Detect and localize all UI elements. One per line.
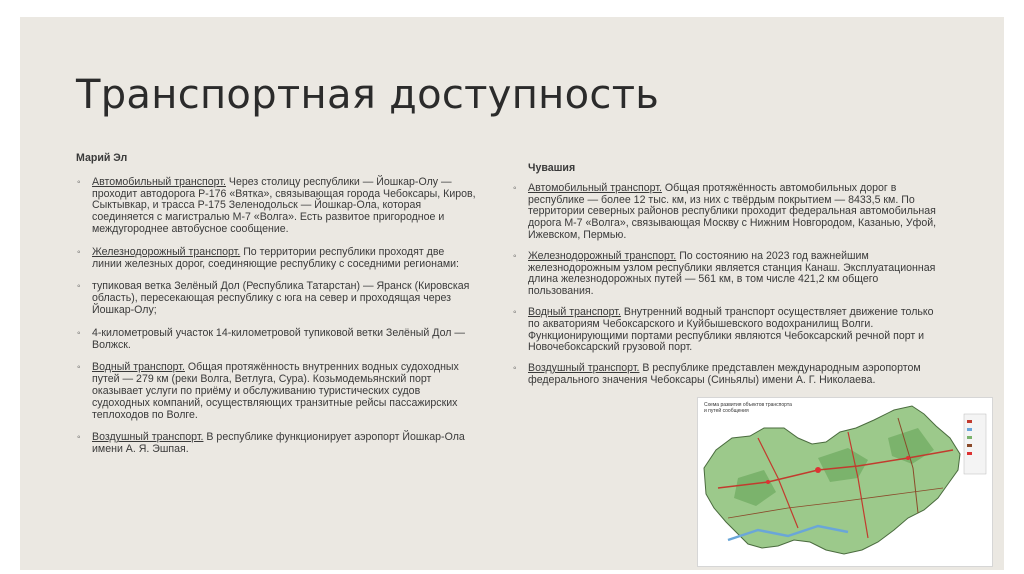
list-item-text: 4-километровый участок 14-километровой тупиковой ветки Зелёный Дол — Волжск. — [92, 326, 465, 351]
list-item-text: По территории республики проходят две линии железных дорог, соединяющие республику с соседними регионами: — [92, 245, 459, 270]
map-caption: Схема развития объектов транспорта и путей сообщения — [704, 402, 792, 414]
list-item — [76, 177, 476, 236]
list-item-text: По состоянию на 2023 год важнейшим железнодорожным узлом республики является станция Канаш. Эксплуатационная длина железнодорожных путей — 561 км, в том числе 421,2 км общего пользования. — [528, 249, 936, 298]
list-item-text: тупиковая ветка Зелёный Дол (Республика Татарстан) — Яранск (Кировская область), пересекающая республику с юга на север и проходящая через Йошкар-Олу; — [92, 280, 470, 316]
list-item-text: Общая протяжённость внутренних водных судоходных путей — 279 км (реки Волга, Ветлуга, Сура). Козьмодемьянский порт оказывает услуги по приёму и обслуживанию туристических судов судоходных компаний, осуществляющих транзитные рейсы пассажирских теплоходов по Волге. — [92, 361, 459, 421]
mari-el-list — [76, 177, 476, 456]
list-item-text: Через столицу республики — Йошкар-Олу — проходит автодорога Р-176 «Вятка», связывающая города Чебоксары, Киров, Сыктывкар, и трасса Р-175 Зеленодольск — Йошкар-Ола, которая соединяется с магистралью М-7 «Волга». Есть развитое пригородное и междугороднее автобусное сообщение. — [92, 175, 476, 235]
legend-swatch — [967, 444, 972, 447]
list-item — [76, 328, 476, 352]
water-transport-link[interactable]: Водный транспорт. — [92, 361, 185, 374]
transport-map-image — [697, 397, 993, 567]
list-item — [512, 363, 940, 387]
water-transport-link[interactable]: Водный транспорт. — [528, 305, 621, 318]
list-item — [512, 251, 940, 298]
road-transport-link[interactable]: Автомобильный транспорт. — [528, 181, 662, 194]
list-item — [512, 307, 940, 354]
list-item — [512, 183, 940, 242]
road-transport-link[interactable]: Автомобильный транспорт. — [92, 175, 226, 188]
air-transport-link[interactable]: Воздушный транспорт. — [92, 431, 204, 444]
chuvashia-list — [512, 183, 940, 387]
rail-transport-link[interactable]: Железнодорожный транспорт. — [92, 245, 241, 258]
list-item — [76, 247, 476, 271]
mari-el-column — [76, 153, 476, 467]
legend-swatch — [967, 420, 972, 423]
list-item-text: В республике функционирует аэропорт Йошкар-Ола имени А. Я. Эшпая. — [92, 431, 465, 456]
list-item — [76, 432, 476, 456]
air-transport-link[interactable]: Воздушный транспорт. — [528, 362, 640, 375]
page-title: Транспортная доступность — [76, 72, 660, 118]
legend-swatch — [967, 436, 972, 439]
list-item-text: Внутренний водный транспорт осуществляет движение только по акваториям Чебоксарского и Куйбышевского водохранилищ Волги. Функционирующими портами республики являются Чебоксарский речной порт и Новочебоксарский грузовой порт. — [528, 305, 934, 354]
list-item-text: Общая протяжённость автомобильных дорог в республике — более 12 тыс. км, из них с твёрдым покрытием — 8433,5 км. По территории северных районов республики проходит федеральная автомобильная дорога М-7 «Волга», связывающая Москву с Нижним Новгородом, Казанью, Уфой, Ижевском, Пермью. — [528, 181, 937, 241]
chuvashia-heading: Чувашия — [528, 162, 576, 174]
mari-el-heading: Марий Эл — [76, 152, 128, 164]
chuvashia-column — [512, 163, 940, 396]
list-item-text: В республике представлен международным аэропортом федерального значения Чебоксары (Синьялы) имени А. Г. Николаева. — [528, 362, 921, 386]
legend-swatch — [967, 452, 972, 455]
legend-swatch — [967, 428, 972, 431]
city-marker — [906, 456, 910, 460]
city-marker — [815, 467, 821, 473]
rail-transport-link[interactable]: Железнодорожный транспорт. — [528, 249, 677, 262]
list-item — [76, 362, 476, 421]
list-item — [76, 281, 476, 316]
map-drawing — [698, 398, 992, 566]
city-marker — [766, 480, 770, 484]
